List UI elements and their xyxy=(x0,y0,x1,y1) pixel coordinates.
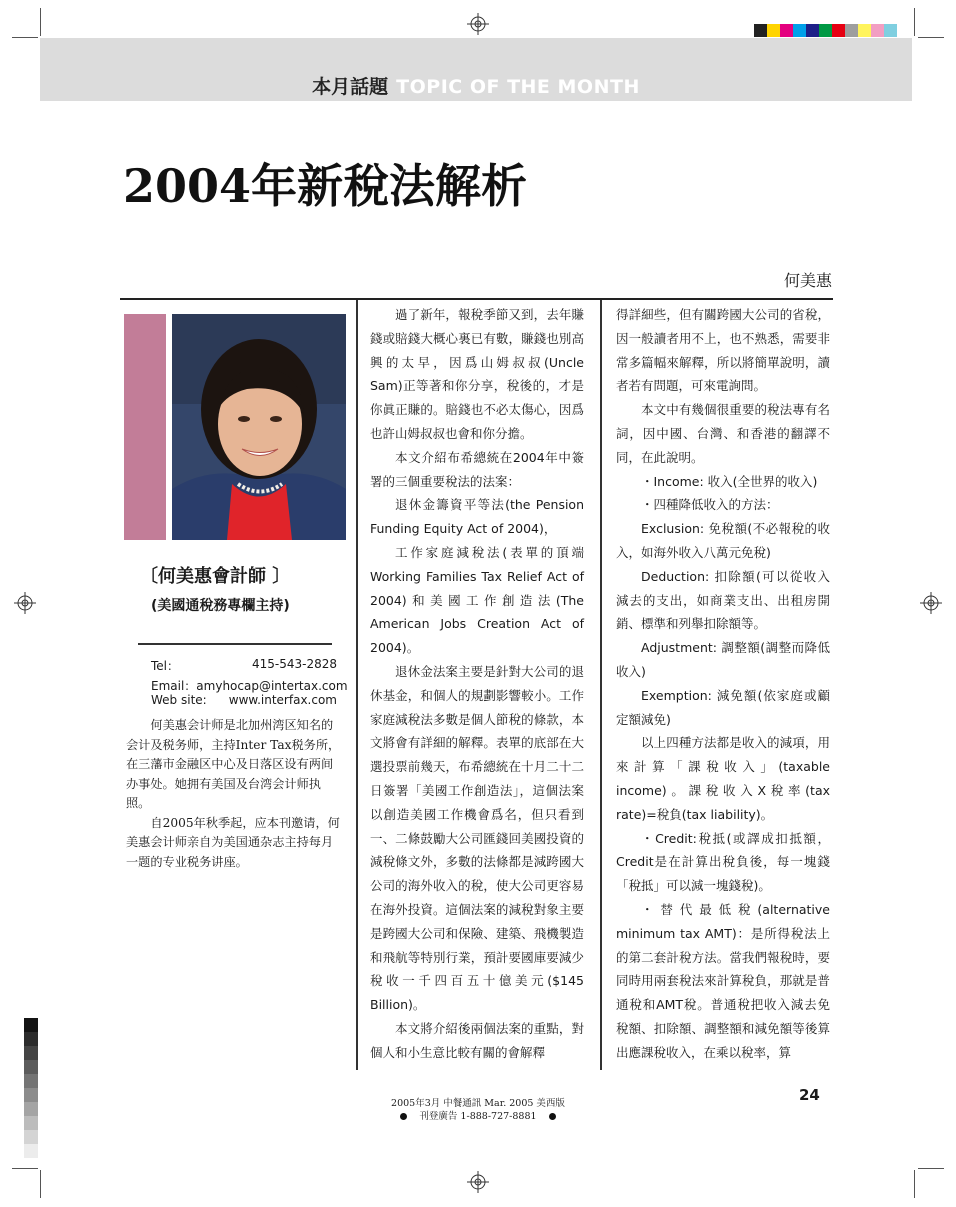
divider xyxy=(120,298,833,300)
email-label: Email： xyxy=(151,679,197,693)
color-swatch xyxy=(754,24,767,37)
definition-item: Exclusion: 免稅額(不必報稅的收入，如海外收入八萬元免稅) xyxy=(616,521,830,560)
article-column-2 xyxy=(370,303,584,1065)
color-swatch xyxy=(780,24,793,37)
email-value: amyhocap@intertax.com xyxy=(196,679,348,693)
header-band xyxy=(40,38,912,101)
color-swatch xyxy=(767,24,780,37)
paragraph: 得詳細些，但有關跨國大公司的省稅，因一般讀者用不上，也不熟悉，需要非常多篇幅來解釋，所以將簡單說明，讀者若有問題，可來電詢問。 xyxy=(616,307,830,394)
bio-paragraph: 自2005年秋季起，应本刊邀请，何美惠会计师亲自为美国通杂志主持每月一题的专业税务讲座。 xyxy=(126,815,340,869)
paragraph: 本文將介紹後兩個法案的重點，對個人和小生意比較有關的會解釋 xyxy=(370,1020,584,1060)
section-title xyxy=(40,72,912,99)
crop-mark xyxy=(40,1170,41,1198)
paragraph: 本文介紹布希總統在2004年中簽署的三個重要稅法的法案： xyxy=(370,449,584,489)
gray-swatch xyxy=(24,1032,38,1046)
color-swatch xyxy=(832,24,845,37)
gray-swatch xyxy=(24,1130,38,1144)
article-author: 何美惠 xyxy=(783,271,832,290)
email-line xyxy=(151,677,348,694)
definition-item: Exemption: 減免額(依家庭或顧定額減免) xyxy=(616,687,830,727)
crop-mark xyxy=(12,37,38,38)
grayscale-strip xyxy=(24,1018,38,1158)
gray-swatch xyxy=(24,1046,38,1060)
paragraph: 退休金籌資平等法(the Pension Funding Equity Act of 2004)， xyxy=(370,497,584,537)
registration-mark-icon xyxy=(920,592,942,614)
web-label: Web site: xyxy=(151,693,207,707)
gray-swatch xyxy=(24,1088,38,1102)
section-title-cn: 本月話題 xyxy=(312,76,389,98)
gray-swatch xyxy=(24,1144,38,1158)
footer-ad: 刊登廣告 1-888-727-8881 xyxy=(419,1111,537,1122)
column-divider xyxy=(356,300,358,1070)
paragraph: 工作家庭減稅法(表單的頂端 Working Families Tax Relief Act of 2004)和美國工作創造法(The American Jobs Creation Act of 2004)。 xyxy=(370,544,584,656)
crop-mark xyxy=(918,1168,944,1169)
color-bar xyxy=(754,24,897,37)
gray-swatch xyxy=(24,1060,38,1074)
web-value: www.interfax.com xyxy=(228,693,337,707)
registration-mark-icon xyxy=(14,592,36,614)
profile-role: (美國通稅務專欄主持) xyxy=(151,598,290,614)
accent-bar xyxy=(124,314,166,540)
author-photo xyxy=(172,314,346,540)
gray-swatch xyxy=(24,1102,38,1116)
list-item: ・四種降低收入的方法： xyxy=(641,497,779,513)
crop-mark xyxy=(914,8,915,36)
gray-swatch xyxy=(24,1074,38,1088)
definition-item: Adjustment: 調整額(調整而降低收入) xyxy=(616,640,830,679)
tel-value: 415-543-2828 xyxy=(251,657,337,671)
color-swatch xyxy=(819,24,832,37)
registration-mark-icon xyxy=(467,1171,489,1193)
profile-name: 〔何美惠會計師 〕 xyxy=(140,566,291,587)
crop-mark xyxy=(918,37,944,38)
paragraph: 以上四種方法都是收入的減項，用來計算「課稅收入」(taxable income)。課稅收入X稅率(tax rate)=稅負(tax liability)。 xyxy=(616,735,830,822)
list-item: ・替代最低稅(alternative minimum tax AMT)：是所得稅法上的第二套計稅方法。當我們報稅時，要同時用兩套稅法來計算稅負，那就是普通稅和AMT稅。普通稅把收入減去免稅額、扣除額、調整額和減免額等後算出應課稅收入，在乘以稅率，算 xyxy=(616,901,830,1060)
color-swatch xyxy=(871,24,884,37)
color-swatch xyxy=(793,24,806,37)
definition-item: Deduction: 扣除額(可以從收入減去的支出，如商業支出、出租房開銷、標準和列舉扣除額等。 xyxy=(616,568,830,632)
crop-mark xyxy=(914,1170,915,1198)
paragraph: 過了新年，報稅季節又到，去年賺錢或賠錢大概心裏已有數，賺錢也別高興的太早，因爲山姆叔叔(Uncle Sam)正等著和你分享，稅後的，才是你眞正賺的。賠錢也不必太傷心，因爲也許山姆叔叔也會和你分擔。 xyxy=(370,307,584,441)
bullet-icon xyxy=(549,1113,556,1120)
page-number: 24 xyxy=(799,1086,820,1104)
article-column-3 xyxy=(616,303,830,1065)
gray-swatch xyxy=(24,1116,38,1130)
color-swatch xyxy=(806,24,819,37)
article-title: 2004年新稅法解析 xyxy=(123,159,528,213)
divider xyxy=(138,643,332,645)
footer-ad-line xyxy=(0,1108,956,1122)
gray-swatch xyxy=(24,1018,38,1032)
registration-mark-icon xyxy=(467,13,489,35)
bullet-icon xyxy=(400,1113,407,1120)
paragraph: 本文中有幾個很重要的稅法專有名詞，因中國、台灣、和香港的翻譯不同，在此說明。 xyxy=(616,402,830,465)
bio-paragraph: 何美惠会计师是北加州湾区知名的会计及税务师，主持Inter Tax税务所，在三藩市金融区中心及日落区设有两间办事处。她拥有美国及台湾会计师执照。 xyxy=(126,718,341,810)
column-divider xyxy=(600,300,602,1070)
color-swatch xyxy=(845,24,858,37)
section-title-en: TOPIC OF THE MONTH xyxy=(396,76,640,98)
list-item: ・Income: 收入(全世界的收入) xyxy=(641,473,818,489)
list-item: ・Credit:稅抵(或譯成扣抵額，Credit是在計算出稅負後，每一塊錢「稅抵」可以減一塊錢稅)。 xyxy=(616,830,830,894)
color-swatch xyxy=(884,24,897,37)
color-swatch xyxy=(858,24,871,37)
crop-mark xyxy=(40,8,41,36)
crop-mark xyxy=(12,1168,38,1169)
author-bio xyxy=(126,716,344,872)
paragraph: 退休金法案主要是針對大公司的退休基金，和個人的規劃影響較小。工作家庭減稅法多數是個人節稅的條款，本文將會有詳細的解釋。表單的底部在大選投票前幾天，布希總統在十月二十二日簽署「美國工作創造法」，這個法案以創造美國工作機會爲名，但只看到一、二條鼓勵大公司匯錢回美國投資的減稅條文外，多數的法條都是減跨國大公司的海外收入的稅，使大公司更容易在海外投資。這個法案的減稅對象主要是跨國大公司和保險、建築、飛機製造和飛航等特別行業，預計要國庫要減少稅收一千四百五十億美元($145 Billion)。 xyxy=(370,663,584,1013)
footer-issue: 2005年3月 中餐通訊 Mar. 2005 美西版 xyxy=(391,1098,565,1109)
tel-label: Tel： xyxy=(151,659,180,673)
